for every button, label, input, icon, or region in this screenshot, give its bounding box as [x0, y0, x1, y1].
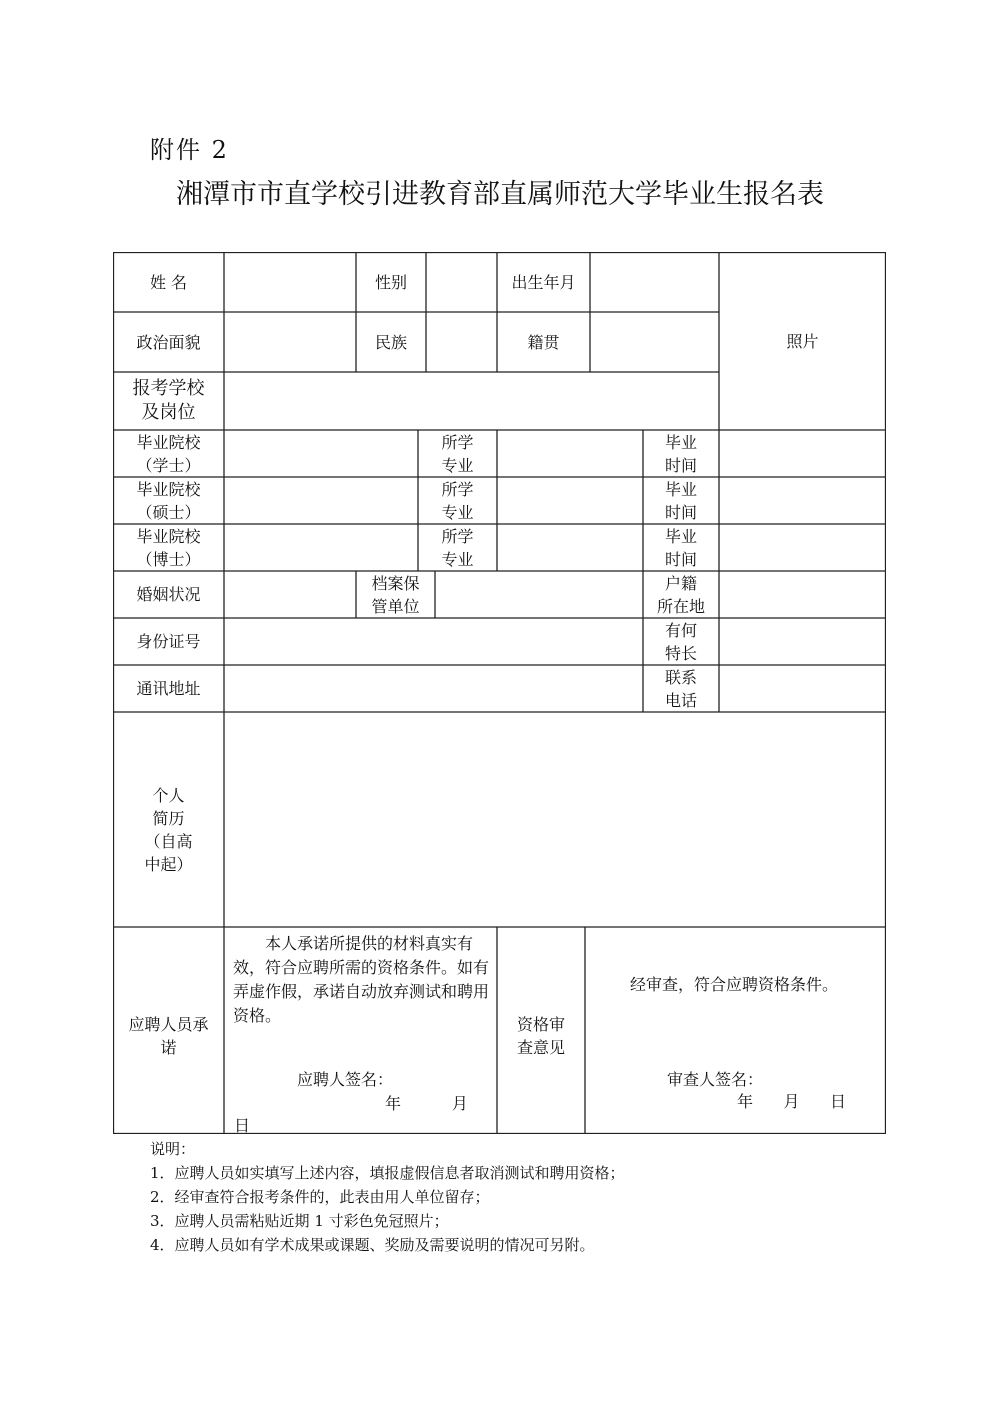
- doctor-school-field[interactable]: [224, 524, 418, 571]
- bachelor-major-field[interactable]: [497, 430, 643, 477]
- address-field[interactable]: [224, 665, 643, 712]
- politics-field[interactable]: [224, 312, 356, 372]
- label-doctor-grad-time: 毕业 时间: [664, 526, 697, 569]
- applicant-signature-label[interactable]: 应聘人签名：: [297, 1070, 394, 1089]
- name-field[interactable]: [224, 252, 356, 312]
- note-item: 2．经审查符合报考条件的，此表由用人单位留存；: [150, 1188, 490, 1206]
- label-specialty: 有何 特长: [664, 620, 697, 663]
- review-text: 经审查，符合应聘资格条件。: [630, 975, 839, 994]
- label-household: 户籍 所在地: [656, 573, 705, 616]
- attachment-label: 附件 2: [150, 136, 229, 164]
- resume-field[interactable]: [224, 712, 886, 927]
- label-doctor-school: 毕业院校 （博士）: [136, 526, 201, 569]
- master-school-field[interactable]: [224, 477, 418, 524]
- apply-school-field[interactable]: [224, 372, 719, 430]
- application-form-table: [113, 252, 886, 1134]
- label-gender: 性别: [374, 272, 407, 292]
- notes-section: [150, 1137, 625, 1257]
- doctor-major-field[interactable]: [497, 524, 643, 571]
- promise-text: 本人承诺所提供的材料真实有效，符合应聘所需的资格条件。如有弄虚作假，承诺自动放弃测试和聘用资格。: [233, 934, 490, 1025]
- note-item: 1．应聘人员如实填写上述内容，填报虚假信息者取消测试和聘用资格；: [150, 1164, 625, 1182]
- ethnicity-field[interactable]: [426, 312, 497, 372]
- doctor-grad-time-field[interactable]: [719, 524, 886, 571]
- household-field[interactable]: [719, 571, 886, 618]
- phone-field[interactable]: [719, 665, 886, 712]
- id-number-field[interactable]: [224, 618, 643, 665]
- label-applicant-promise: 应聘人员承 诺: [128, 1014, 209, 1057]
- applicant-date-year-month[interactable]: 年 月: [385, 1094, 468, 1113]
- label-id-number: 身份证号: [136, 632, 201, 651]
- notes-heading: 说明：: [150, 1140, 196, 1158]
- label-master-school: 毕业院校 （硕士）: [136, 479, 201, 522]
- reviewer-date[interactable]: 年 月 日: [737, 1092, 847, 1111]
- label-master-major: 所学 专业: [441, 479, 474, 522]
- reviewer-signature-label[interactable]: 审查人签名：: [667, 1070, 764, 1089]
- label-phone: 联系 电话: [664, 667, 697, 710]
- master-grad-time-field[interactable]: [719, 477, 886, 524]
- marital-status-field[interactable]: [224, 571, 356, 618]
- label-master-grad-time: 毕业 时间: [664, 479, 697, 522]
- label-bachelor-school: 毕业院校 （学士）: [136, 432, 201, 475]
- label-apply-school: 报考学校 及岗位: [132, 378, 205, 423]
- label-doctor-major: 所学 专业: [441, 526, 474, 569]
- label-name: 姓 名: [149, 272, 188, 292]
- bachelor-school-field[interactable]: [224, 430, 418, 477]
- label-ethnicity: 民族: [374, 332, 407, 352]
- label-native-place: 籍贯: [527, 332, 560, 352]
- bachelor-grad-time-field[interactable]: [719, 430, 886, 477]
- note-item: 4．应聘人员如有学术成果或课题、奖励及需要说明的情况可另附。: [150, 1236, 595, 1254]
- label-archive-unit: 档案保 管单位: [371, 573, 420, 616]
- note-item: 3．应聘人员需粘贴近期 1 寸彩色免冠照片；: [150, 1212, 449, 1230]
- label-birth: 出生年月: [511, 272, 576, 292]
- label-address: 通讯地址: [136, 679, 201, 698]
- applicant-date-day[interactable]: 日: [234, 1116, 251, 1135]
- label-bachelor-grad-time: 毕业 时间: [664, 432, 697, 475]
- gender-field[interactable]: [426, 252, 497, 312]
- archive-unit-field[interactable]: [435, 571, 643, 618]
- native-place-field[interactable]: [590, 312, 719, 372]
- label-resume: 个人 简历 （自高 中起）: [144, 785, 193, 874]
- specialty-field[interactable]: [719, 618, 886, 665]
- photo-box[interactable]: 照片: [786, 331, 819, 351]
- label-marital-status: 婚姻状况: [136, 585, 201, 604]
- label-politics: 政治面貌: [136, 332, 201, 352]
- form-title: 湘潭市市直学校引进教育部直属师范大学毕业生报名表: [176, 179, 824, 210]
- label-review-opinion: 资格审 查意见: [516, 1014, 565, 1057]
- master-major-field[interactable]: [497, 477, 643, 524]
- birth-field[interactable]: [590, 252, 719, 312]
- label-bachelor-major: 所学 专业: [441, 432, 474, 475]
